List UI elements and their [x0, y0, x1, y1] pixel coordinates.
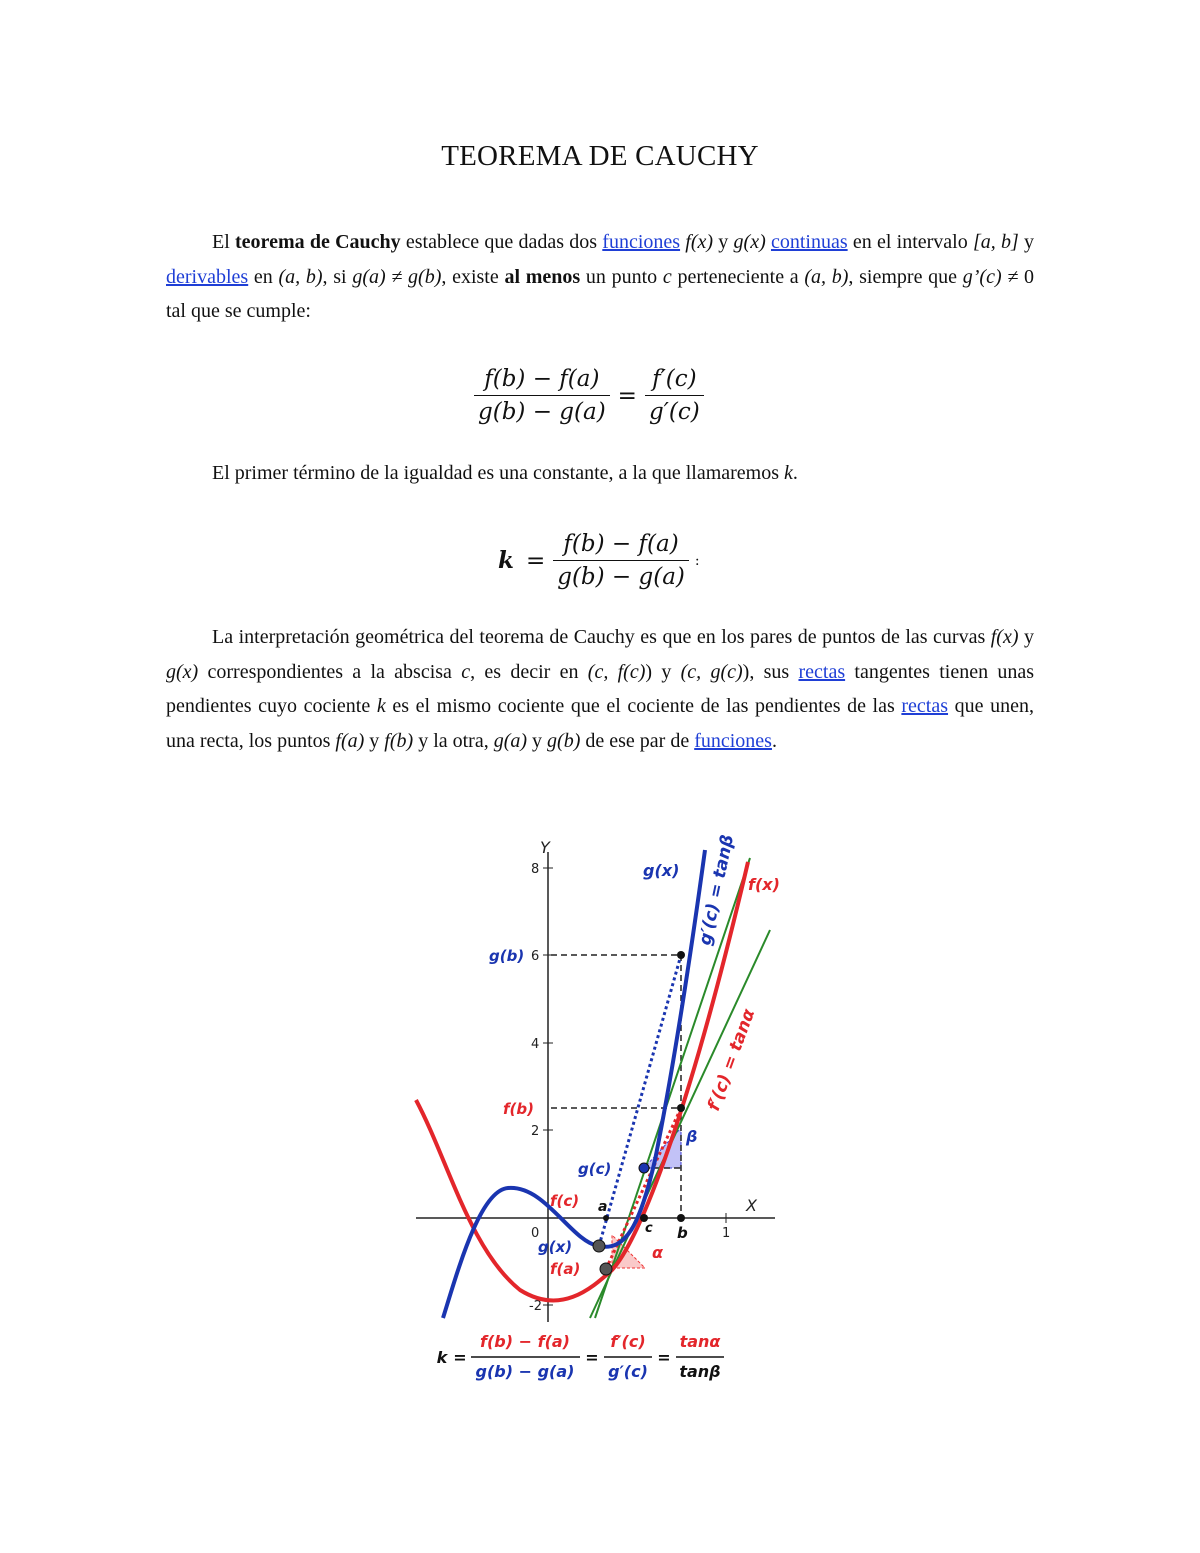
eq-equals-1: = [453, 1348, 467, 1367]
paragraph-interpretation [166, 620, 1034, 758]
text: ), sus [742, 660, 799, 683]
label-gc: g(c) [578, 1160, 612, 1178]
label-alpha: α [652, 1243, 663, 1262]
point-fa [600, 1263, 612, 1275]
eq-num3: tanα [679, 1332, 721, 1351]
k-symbol: k [498, 547, 514, 574]
eq-num1: f(b) − f(a) [480, 1332, 570, 1351]
fraction-left [474, 366, 610, 425]
cauchy-graph [410, 825, 810, 1390]
label-c: c [645, 1221, 653, 1236]
equals-sign: = [617, 382, 637, 409]
label-gx-bottom: g(x) [538, 1238, 573, 1256]
point-a [603, 1215, 609, 1221]
paragraph-intro [166, 225, 1034, 329]
link-rectas[interactable]: rectas [798, 660, 846, 683]
math-derivative-condition: g’(c) ≠ [962, 265, 1019, 288]
x-tick-1: 1 [722, 1226, 731, 1241]
text: un punto [580, 265, 663, 288]
math-point-f: (c, f(c) [587, 660, 646, 683]
math-point-g: (c, g(c) [680, 660, 743, 683]
label-beta: β [686, 1127, 698, 1146]
link-continuas[interactable]: continuas [770, 231, 848, 253]
y-axis-label: Y [540, 838, 550, 857]
text: y [1018, 231, 1035, 253]
math-gb: g(b) [547, 729, 581, 752]
y-tick-2: 2 [531, 1124, 540, 1139]
text: La interpretación geométrica del teorema de Cauchy es que en los pares de puntos de las curvas [212, 626, 991, 648]
eq-num2: f′(c) [610, 1332, 646, 1351]
label-b: b [677, 1224, 688, 1242]
text: y [364, 729, 385, 752]
text: es el mismo cociente que el cociente de las pendientes de las [385, 695, 902, 717]
text: tangentes tienen unas pendientes cuyo cociente [166, 660, 1035, 717]
text: que unen, una recta, los puntos [166, 695, 1034, 752]
point-fb [677, 1104, 685, 1112]
eq-den1: g(b) − g(a) [475, 1362, 575, 1381]
bold-term: al menos [504, 265, 581, 288]
eq-equals-2: = [585, 1348, 599, 1367]
x-axis-label: X [746, 1196, 757, 1215]
text: en [248, 265, 279, 288]
equation-k [498, 531, 708, 590]
link-funciones[interactable]: funciones [602, 231, 681, 253]
point-b [677, 1214, 685, 1222]
label-tan-beta: g′(c) = tanβ [695, 833, 739, 948]
page-title: TEOREMA DE CAUCHY [441, 140, 759, 172]
label-fc: f(c) [550, 1192, 580, 1210]
text: de ese par de [580, 729, 695, 752]
link-rectas[interactable]: rectas [901, 695, 949, 717]
y-tick-neg2: -2 [529, 1299, 542, 1314]
y-tick-8: 8 [531, 862, 540, 877]
eq-k: k [436, 1348, 448, 1367]
text: , es decir en [470, 660, 588, 683]
point-gc [639, 1163, 649, 1173]
text: . [792, 462, 798, 484]
text: 0 tal que se cumple: [166, 265, 1035, 322]
text: El primer término de la igualdad es una constante, a la que llamaremos [212, 462, 785, 484]
eq-den2: g′(c) [608, 1362, 648, 1381]
math-interval: [a, b] [972, 231, 1019, 253]
point-gb [677, 951, 685, 959]
paragraph-constant [166, 456, 1034, 491]
text: correspondientes a la abscisa [198, 660, 462, 683]
text: perteneciente a [671, 265, 805, 288]
y-tick-4: 4 [531, 1037, 540, 1052]
link-derivables[interactable]: derivables [166, 265, 249, 288]
y-tick-6: 6 [531, 949, 540, 964]
math-fa: f(a) [335, 729, 365, 752]
text: , si [322, 265, 353, 288]
math-fb: f(b) [384, 729, 414, 752]
tangent-f [590, 930, 770, 1318]
denominator: g(b) − g(a) [557, 564, 685, 590]
point-ga [593, 1240, 605, 1252]
math-c: c [461, 660, 471, 683]
eq-den3: tanβ [679, 1362, 721, 1381]
math-gx: g(x) [733, 231, 766, 253]
text: , siempre que [848, 265, 963, 288]
text: en el intervalo [847, 231, 973, 253]
equals-sign: = [525, 547, 546, 574]
text: y [1018, 626, 1034, 648]
colon: : [694, 552, 700, 569]
eq-equals-3: = [657, 1348, 671, 1367]
guide-lines [551, 955, 681, 1218]
x-tick-0: 0 [531, 1226, 540, 1241]
math-k: k [784, 462, 793, 484]
math-open-interval: (a, b) [804, 265, 849, 288]
link-funciones[interactable]: funciones [694, 729, 772, 752]
math-c: c [662, 265, 672, 288]
fraction-k [553, 531, 689, 590]
math-k: k [376, 695, 386, 717]
equation-cauchy [474, 366, 704, 425]
text: , existe [441, 265, 505, 288]
math-fx: f(x) [990, 626, 1019, 648]
math-condition: g(a) ≠ g(b) [352, 265, 442, 288]
equation-k-tan [437, 1332, 724, 1381]
label-gb: g(b) [489, 947, 525, 965]
text: y [527, 729, 548, 752]
numerator: f′(c) [645, 366, 704, 396]
math-ga: g(a) [493, 729, 528, 752]
text: y [713, 231, 734, 253]
text: El [212, 231, 236, 253]
label-a: a [598, 1199, 608, 1215]
label-fb: f(b) [503, 1100, 534, 1118]
label-fa: f(a) [550, 1260, 581, 1278]
fraction-right [645, 366, 704, 425]
text: y la otra, [413, 729, 494, 752]
label-fx-top: f(x) [748, 875, 780, 894]
math-gx: g(x) [166, 660, 199, 683]
numerator: f(b) − f(a) [553, 531, 689, 561]
denominator: g′(c) [648, 399, 700, 425]
text: establece que dadas dos [400, 231, 603, 253]
denominator: g(b) − g(a) [478, 399, 606, 425]
math-fx: f(x) [685, 231, 714, 253]
numerator: f(b) − f(a) [474, 366, 610, 396]
text: ) y [645, 660, 681, 683]
label-gx-top: g(x) [643, 861, 680, 880]
bold-term: teorema de Cauchy [235, 231, 401, 253]
label-tan-alpha: f′(c) = tanα [703, 1006, 760, 1114]
text: . [771, 729, 777, 752]
math-open-interval: (a, b) [278, 265, 323, 288]
